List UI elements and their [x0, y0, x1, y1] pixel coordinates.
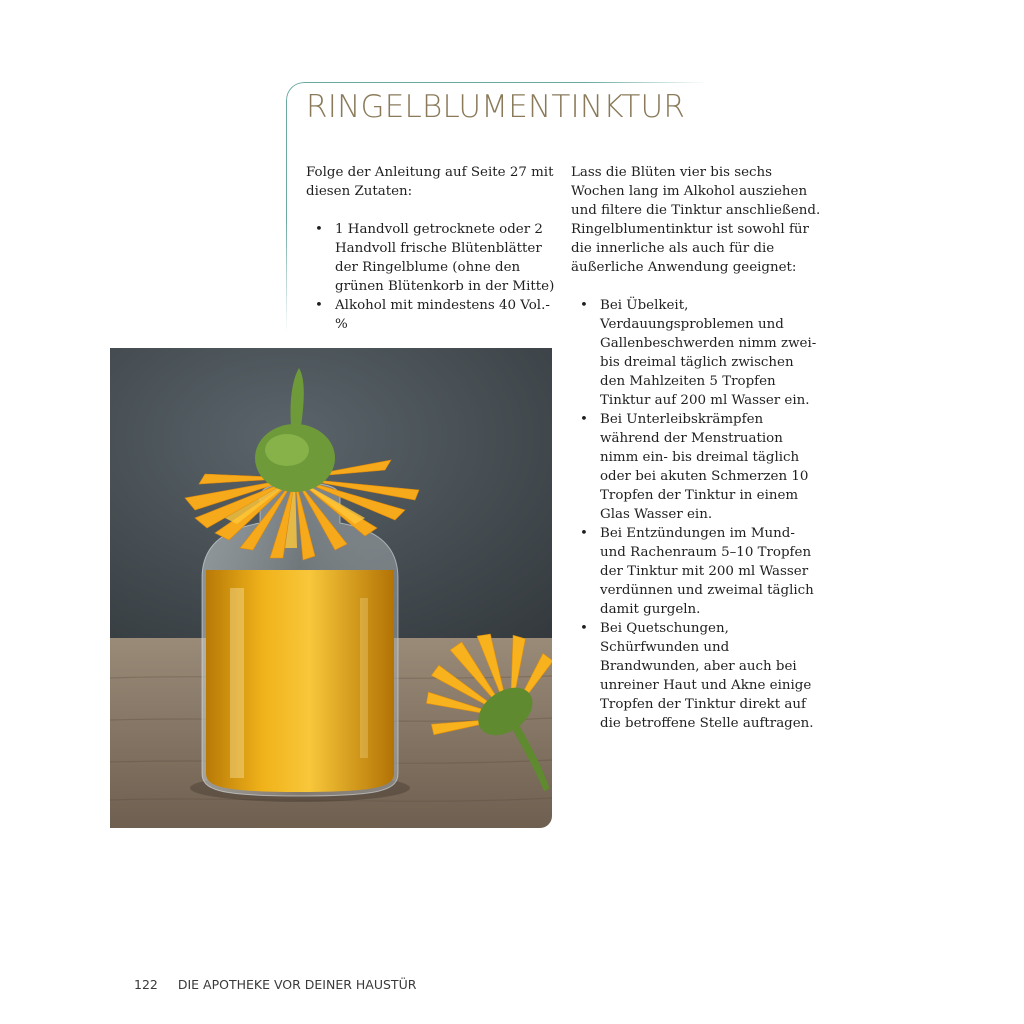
usage-intro: Lass die Blüten vier bis sechs Wochen lang im Alkohol ausziehen und filtere die Tinktur anschließend. Ringelblumentinktur ist sowohl für die innerliche als auch für die äußerliche Anwendung geeignet:	[571, 165, 821, 275]
list-item: • 1 Handvoll getrocknete oder 2 Handvoll frische Blütenblätter der Ringelblume (ohne den grünen Blütenkorb in der Mitte)	[306, 220, 556, 296]
ingredients-intro: Folge der Anleitung auf Seite 27 mit diesen Zutaten:	[306, 165, 554, 199]
ingredients-column	[306, 163, 556, 334]
list-item: • Bei Entzündungen im Mund- und Rachenraum 5–10 Tropfen der Tinktur mit 200 ml Wasser verdünnen und zweimal täglich damit gurgeln.	[571, 524, 821, 619]
page-number: 122	[134, 977, 158, 992]
usage-list	[571, 296, 821, 733]
list-item: • Bei Unterleibskrämpfen während der Menstruation nimm ein- bis dreimal täglich oder bei akuten Schmerzen 10 Tropfen der Tinktur in einem Glas Wasser ein.	[571, 410, 821, 524]
tincture-bottle-photo	[110, 348, 552, 828]
page-footer	[134, 977, 416, 992]
running-title: DIE APOTHEKE VOR DEINER HAUSTÜR	[177, 977, 417, 992]
list-item: • Alkohol mit mindestens 40 Vol.-%	[306, 296, 556, 334]
usage-column	[571, 163, 821, 733]
list-item: • Bei Quetschungen, Schürfwunden und Brandwunden, aber auch bei unreiner Haut und Akne einige Tropfen der Tinktur direkt auf die betroffene Stelle auftragen.	[571, 619, 821, 733]
list-item: • Bei Übelkeit, Verdauungsproblemen und Gallenbeschwerden nimm zwei- bis dreimal täglich zwischen den Mahlzeiten 5 Tropfen Tinktur auf 200 ml Wasser ein.	[571, 296, 821, 410]
ingredients-list	[306, 220, 556, 334]
page-title: RINGELBLUMENTINKTUR	[306, 89, 686, 125]
